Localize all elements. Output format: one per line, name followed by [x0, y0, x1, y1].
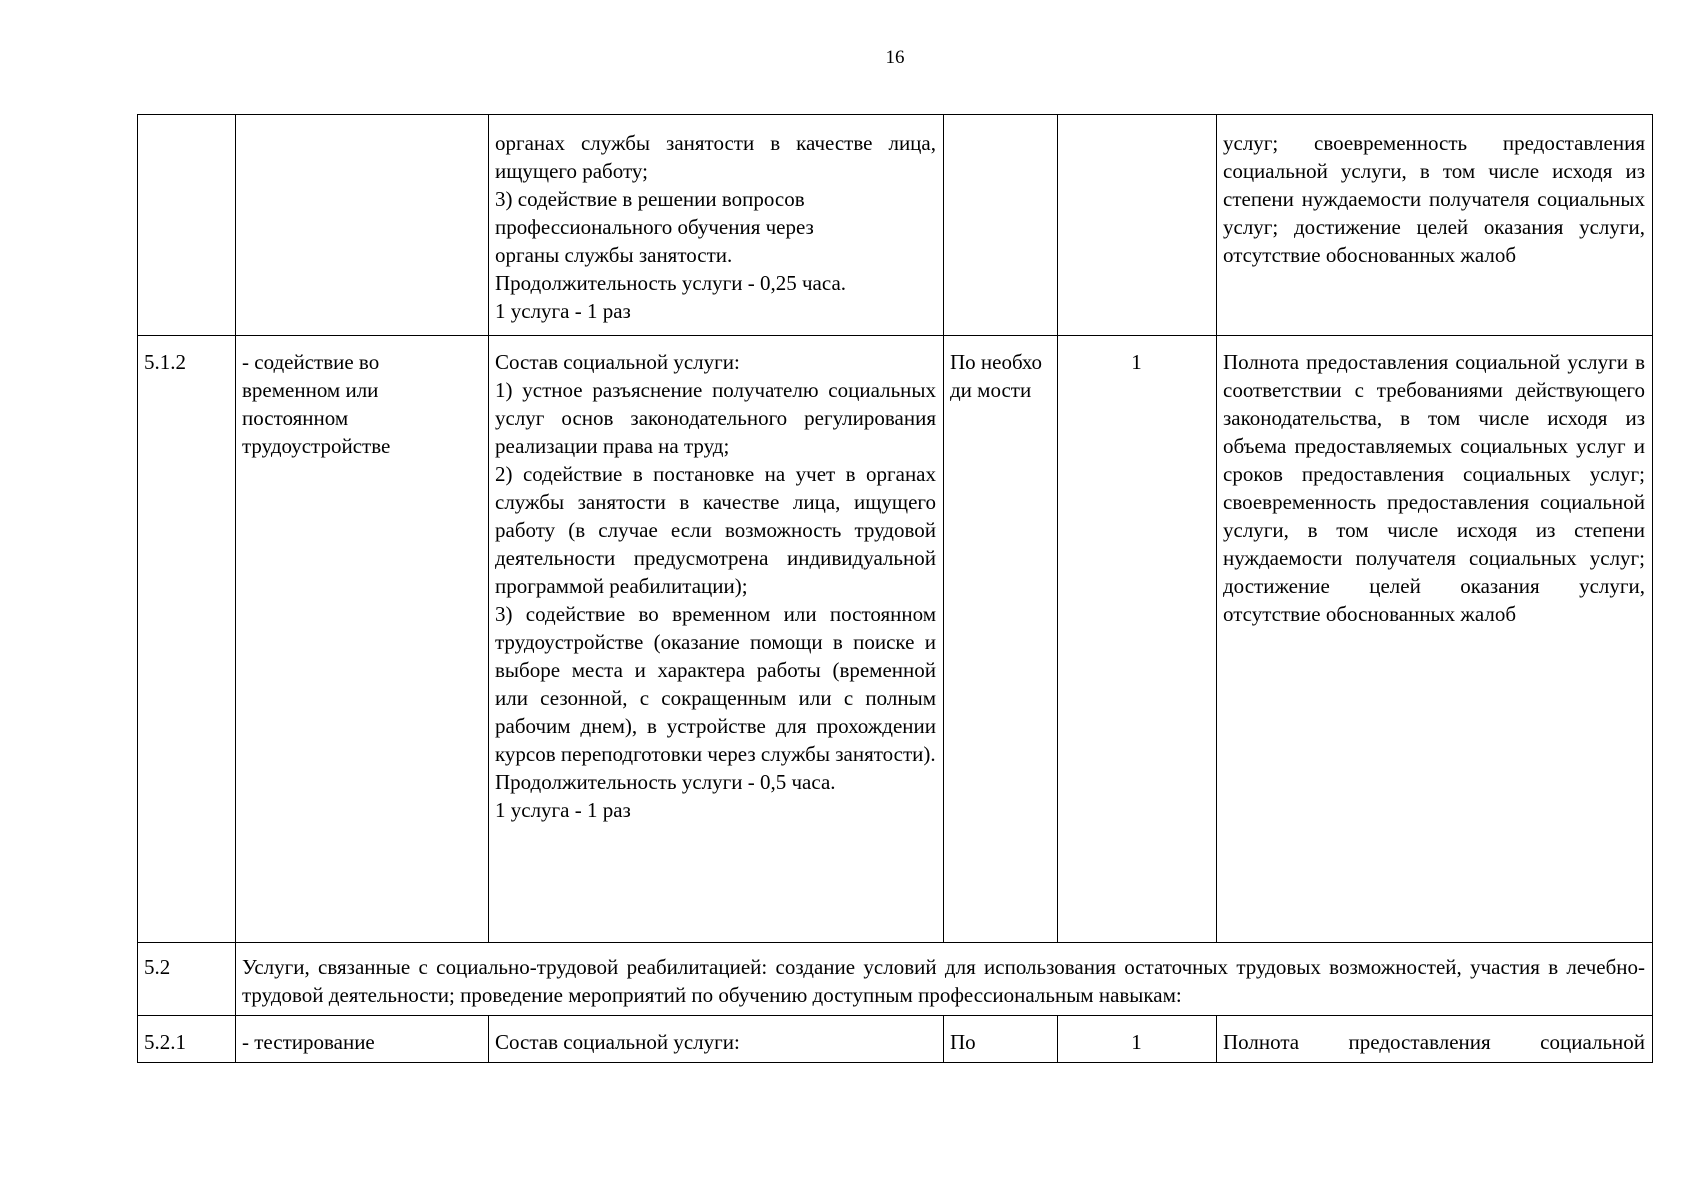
cell-quality: Полнота предоставления социальной услуги в соответствии с требованиями действующего законодательства, в том числе исходя из объема предоставляемых социальных услуг и сроков предоставления социальных услуг; своевременность предоставления социальной услуги, в том числе исходя из степени нуждаемости получателя социальных услуг; достижение целей оказания услуги, отсутствие обоснованных жалоб	[1217, 336, 1653, 943]
cell-service-name: - тестирование	[236, 1016, 489, 1063]
composition-line: Состав социальной услуги:	[495, 350, 740, 374]
cell-composition: Состав социальной услуги:	[489, 1016, 944, 1063]
cell-count	[1058, 115, 1217, 336]
composition-line: органах службы занятости в качестве лица, ищущего работу;	[495, 131, 936, 183]
cell-frequency: По необходи мости	[944, 336, 1058, 943]
table-row-5-2-1	[138, 1016, 1653, 1063]
cell-number	[138, 115, 236, 336]
cell-number: 5.1.2	[138, 336, 236, 943]
cell-section-title: Услуги, связанные с социально-трудовой реабилитацией: создание условий для использования остаточных трудовых возможностей, участия в лечебно-трудовой деятельности; проведение мероприятий по обучению доступным профессиональным навыкам:	[236, 943, 1653, 1016]
cell-quality: услуг; своевременность предоставления социальной услуги, в том числе исходя из степени нуждаемости получателя социальных услуг; достижение целей оказания услуги, отсутствие обоснованных жалоб	[1217, 115, 1653, 336]
composition-line: Продолжительность услуги - 0,5 часа.	[495, 770, 836, 794]
composition-line: 2) содействие в постановке на учет в органах службы занятости в качестве лица, ищущего работу (в случае если возможность трудовой деятельности предусмотрена индивидуальной программой реабилитации);	[495, 462, 936, 598]
cell-service-name	[236, 115, 489, 336]
cell-service-name: - содействие во временном или постоянном трудоустройстве	[236, 336, 489, 943]
composition-line: 3) содействие во временном или постоянном трудоустройстве (оказание помощи в поиске и выборе места и характера работы (временной или сезонной, с сокращенным или с полным рабочим днем), в устройстве для прохождении курсов переподготовки через службы занятости).	[495, 602, 936, 766]
cell-frequency	[944, 115, 1058, 336]
cell-number: 5.2	[138, 943, 236, 1016]
cell-count: 1	[1058, 336, 1217, 943]
table-row-section-5-2	[138, 943, 1653, 1016]
page-number: 16	[885, 47, 905, 68]
composition-line: Продолжительность услуги - 0,25 часа.	[495, 271, 847, 295]
composition-line: 1 услуга - 1 раз	[495, 798, 631, 822]
composition-line: 1 услуга - 1 раз	[495, 299, 631, 323]
table-row-5-1-2	[138, 336, 1653, 943]
cell-count: 1	[1058, 1016, 1217, 1063]
composition-line: 1) устное разъяснение получателю социальных услуг основ законодательного регулирования реализации права на труд;	[495, 378, 936, 458]
cell-composition	[489, 115, 944, 336]
table-row-continuation	[138, 115, 1653, 336]
composition-line: 3) содействие в решении вопросов профессионального обучения через органы службы занятости.	[495, 187, 814, 267]
cell-number: 5.2.1	[138, 1016, 236, 1063]
cell-composition	[489, 336, 944, 943]
services-table	[137, 114, 1653, 1063]
cell-frequency: По	[944, 1016, 1058, 1063]
cell-quality: Полнота предоставления социальной	[1217, 1016, 1653, 1063]
